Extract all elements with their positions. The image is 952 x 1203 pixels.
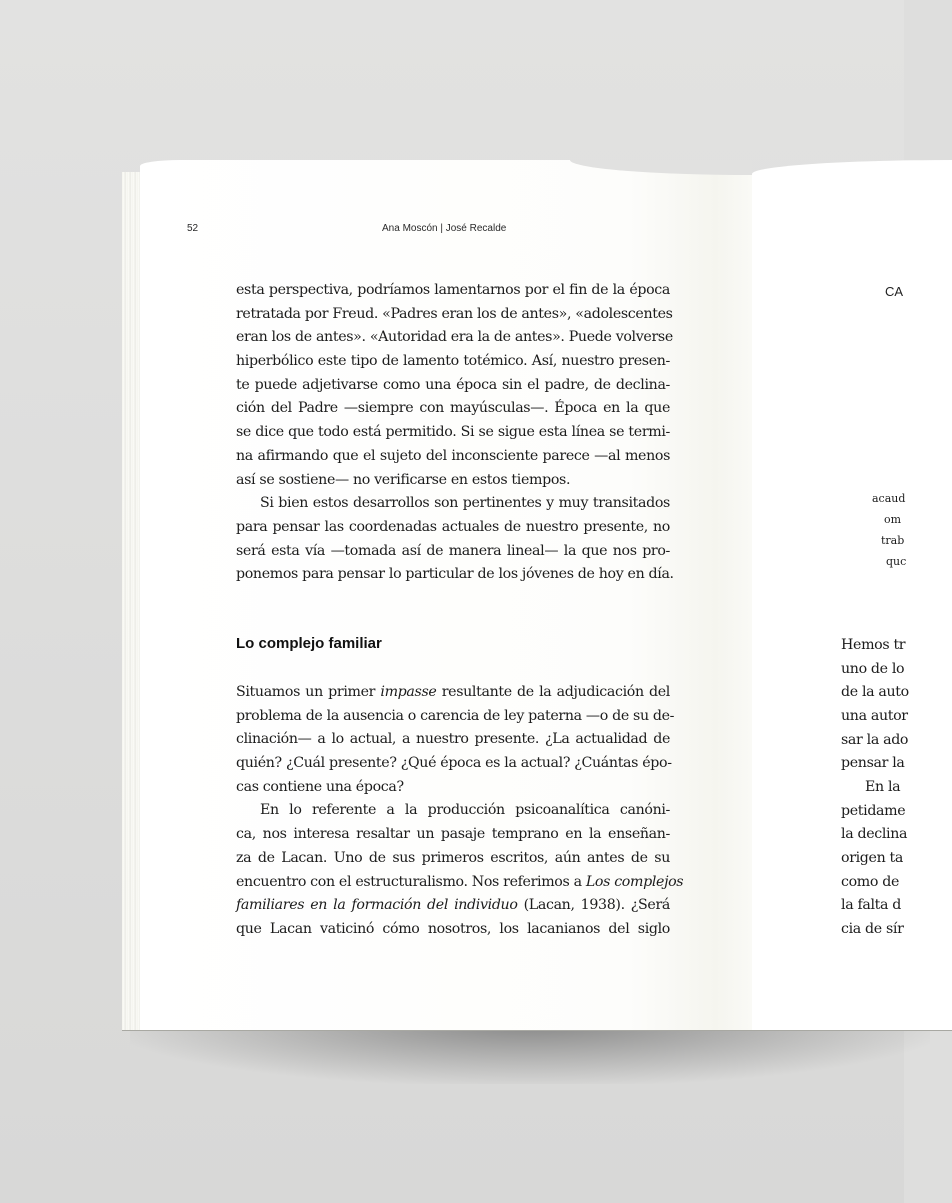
running-head-authors: Ana Moscón | José Recalde bbox=[382, 223, 507, 234]
epigraph-fragment: quc bbox=[886, 555, 907, 568]
text-line: retratada por Freud. «Padres eran los de antes», «adolescentes bbox=[236, 305, 673, 322]
text-line: clinación— a lo actual, a nuestro presente. ¿La actualidad de bbox=[236, 731, 670, 748]
text-line: ponemos para pensar lo particular de los jóvenes de hoy en día. bbox=[236, 566, 674, 583]
text-fragment: de la auto bbox=[841, 684, 909, 700]
text-line: será esta vía —tomada así de manera lineal— la que nos pro- bbox=[236, 542, 670, 559]
text-line: hiperbólico este tipo de lamento totémico. Así, nuestro presen- bbox=[236, 353, 670, 370]
text-line: na afirmando que el sujeto del inconsciente parece —al menos bbox=[236, 447, 670, 464]
text-line: para pensar las coordenadas actuales de nuestro presente, no bbox=[236, 518, 670, 535]
text-fragment: una autor bbox=[841, 708, 908, 724]
text-run: encuentro con el estructuralismo. Nos referimos a bbox=[236, 873, 586, 890]
book-shadow bbox=[130, 1024, 930, 1084]
text-run: (Lacan, 1938). ¿Será bbox=[517, 897, 671, 914]
chapter-label: CA bbox=[885, 284, 904, 299]
text-line: eran los de antes». «Autoridad era la de antes». Puede volverse bbox=[236, 329, 673, 346]
text-line: problema de la ausencia o carencia de ley paterna —o de su de- bbox=[236, 707, 675, 724]
text-line bbox=[236, 681, 670, 705]
body-text-top bbox=[236, 279, 674, 587]
text-fragment: Hemos tr bbox=[841, 637, 906, 653]
text-fragment: origen ta bbox=[841, 850, 903, 866]
page-number: 52 bbox=[187, 223, 199, 234]
text-line: za de Lacan. Uno de sus primeros escritos, aún antes de su bbox=[236, 849, 670, 866]
text-fragment: petidame bbox=[841, 803, 906, 819]
text-fragment: uno de lo bbox=[841, 661, 905, 677]
italic-term: impasse bbox=[380, 684, 437, 700]
text-line: esta perspectiva, podríamos lamentarnos por el fin de la época bbox=[236, 282, 670, 298]
text-line: ción del Padre —siempre con mayúsculas—. Época en la que bbox=[236, 400, 670, 417]
epigraph-fragment: om bbox=[884, 513, 902, 526]
text-line bbox=[236, 894, 670, 918]
text-fragment: cia de sír bbox=[841, 921, 904, 937]
text-fragment: la declina bbox=[841, 826, 908, 842]
text-fragment: la falta d bbox=[841, 897, 902, 913]
text-line: En lo referente a la producción psicoanalítica canóni- bbox=[260, 802, 670, 819]
text-fragment: En la bbox=[865, 779, 901, 795]
epigraph-fragment: acaud bbox=[872, 492, 906, 505]
book-title: familiares en la formación del individuo bbox=[236, 897, 518, 914]
text-fragment: como de bbox=[841, 874, 900, 890]
text-line: así se sostiene— no verificarse en estos tiempos. bbox=[236, 471, 571, 488]
book-title: Los complejos bbox=[585, 873, 684, 890]
section-heading: Lo complejo familiar bbox=[236, 635, 382, 652]
text-line: se dice que todo está permitido. Si se sigue esta línea se termi- bbox=[236, 424, 670, 441]
text-fragment: pensar la bbox=[841, 755, 905, 771]
text-line bbox=[236, 871, 684, 895]
text-fragment: sar la ado bbox=[841, 732, 909, 748]
text-run: Situamos un primer bbox=[236, 684, 381, 700]
text-line: que Lacan vaticinó cómo nosotros, los lacanianos del siglo bbox=[236, 920, 670, 937]
text-line: Si bien estos desarrollos son pertinentes y muy transitados bbox=[260, 495, 670, 512]
text-line: te puede adjetivarse como una época sin el padre, de declina- bbox=[236, 376, 670, 393]
text-line: quién? ¿Cuál presente? ¿Qué época es la actual? ¿Cuántas épo- bbox=[236, 755, 672, 772]
epigraph-fragment: trab bbox=[881, 534, 905, 547]
text-line: ca, nos interesa resaltar un pasaje temprano en la enseñan- bbox=[236, 826, 670, 843]
body-text-bottom bbox=[236, 681, 684, 942]
text-run: resultante de la adjudicación del bbox=[436, 684, 670, 700]
text-line: cas contiene una época? bbox=[236, 778, 404, 795]
